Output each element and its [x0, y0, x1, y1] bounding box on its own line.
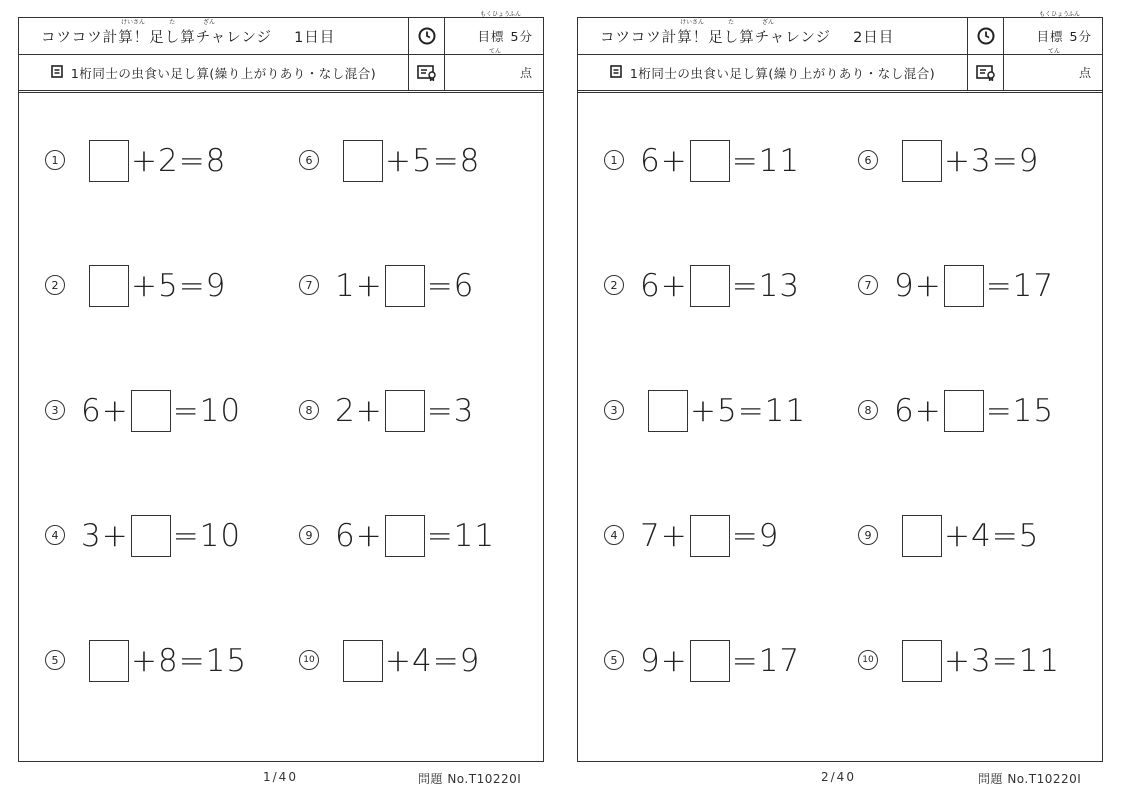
- score-unit: 点: [519, 66, 533, 80]
- problem-number: 7: [299, 275, 319, 295]
- equation: [900, 638, 1060, 684]
- equation: [640, 513, 779, 559]
- equation-rest: =17: [985, 268, 1055, 304]
- equation-rest: +3=9: [944, 143, 1040, 179]
- answer-box[interactable]: [343, 140, 383, 182]
- equation-rest: =6: [426, 268, 475, 304]
- equation: [894, 388, 1054, 434]
- equation: [640, 138, 800, 184]
- equation-left: 6+: [640, 268, 688, 304]
- problem-number: 1: [604, 150, 624, 170]
- problem-number: 4: [604, 525, 624, 545]
- equation: [646, 388, 806, 434]
- equation-rest: +5=11: [690, 393, 807, 429]
- worksheet-day-2: [577, 11, 1103, 762]
- goal-label: 目標: [1036, 29, 1064, 44]
- subtitle-text: 1桁同士の虫食い足し算(繰り上がりあり・なし混合): [70, 65, 377, 81]
- problem-number: 5: [604, 650, 624, 670]
- answer-box[interactable]: [385, 515, 425, 557]
- problem-number: 9: [299, 525, 319, 545]
- title-text: コツコツ計算！足し算チャレンジ: [41, 29, 273, 46]
- subtitle-text: 1桁同士の虫食い足し算(繰り上がりあり・なし混合): [629, 65, 936, 81]
- problem-number: 10: [858, 650, 878, 670]
- document-icon: [610, 65, 622, 81]
- page-number: 2/40: [821, 770, 856, 784]
- goal-time-furigana: ふん: [1067, 11, 1081, 18]
- equation-left: 6+: [335, 518, 383, 554]
- equation-rest: =15: [985, 393, 1055, 429]
- equation-rest: =11: [731, 143, 801, 179]
- worksheet-subtitle: [578, 55, 968, 90]
- equation: [900, 138, 1039, 184]
- equation-left: 2+: [335, 393, 383, 429]
- answer-box[interactable]: [690, 265, 730, 307]
- problem-number: 2: [45, 275, 65, 295]
- furigana-ta: た: [727, 18, 735, 26]
- equation-rest: +8=15: [131, 643, 248, 679]
- equation: [894, 263, 1054, 309]
- answer-box[interactable]: [89, 265, 129, 307]
- goal-furigana: もくひょう: [1038, 11, 1070, 18]
- answer-box[interactable]: [902, 515, 942, 557]
- equation: [900, 513, 1039, 559]
- problem-number: 8: [299, 400, 319, 420]
- score-field[interactable]: [445, 48, 545, 90]
- equation-rest: =13: [731, 268, 801, 304]
- answer-box[interactable]: [89, 140, 129, 182]
- worksheet-header: [19, 11, 543, 93]
- problem-number: 2: [604, 275, 624, 295]
- worksheet-subtitle: [19, 55, 409, 90]
- worksheet-title: [19, 18, 409, 54]
- furigana-ta: た: [168, 18, 176, 26]
- equation-rest: =9: [731, 518, 780, 554]
- title-ruby: [41, 18, 273, 47]
- answer-box[interactable]: [385, 390, 425, 432]
- equation: [81, 388, 241, 434]
- problem-number: 3: [45, 400, 65, 420]
- worksheet-header: [578, 11, 1102, 93]
- equation: [341, 138, 480, 184]
- problem-code: 問題 No.T10220I: [978, 772, 1082, 786]
- score-unit: 点: [1078, 66, 1092, 80]
- equation-rest: =10: [172, 518, 242, 554]
- equation: [640, 638, 800, 684]
- problem-number: 6: [299, 150, 319, 170]
- furigana-zan: ざん: [761, 18, 775, 26]
- problem-code: 問題 No.T10220I: [418, 772, 522, 786]
- problem-number: 3: [604, 400, 624, 420]
- furigana-keisan: けいさん: [679, 18, 705, 26]
- equation-left: 6+: [894, 393, 942, 429]
- equation-left: 3+: [81, 518, 129, 554]
- worksheet-day-1: [18, 11, 544, 762]
- certificate-icon: [968, 55, 1004, 90]
- equation: [341, 638, 480, 684]
- problem-number: 9: [858, 525, 878, 545]
- title-ruby: [600, 18, 832, 47]
- furigana-zan: ざん: [202, 18, 216, 26]
- problem-number: 1: [45, 150, 65, 170]
- problem-number: 6: [858, 150, 878, 170]
- goal-label: 目標: [477, 29, 505, 44]
- goal-time-value: 5分: [510, 29, 533, 44]
- day-label: 1日目: [294, 29, 336, 46]
- equation: [640, 263, 800, 309]
- equation-rest: =17: [731, 643, 801, 679]
- equation-rest: +4=9: [385, 643, 481, 679]
- goal-time-value: 5分: [1069, 29, 1092, 44]
- equation-rest: +2=8: [131, 143, 227, 179]
- answer-box[interactable]: [385, 265, 425, 307]
- equation-left: 9+: [894, 268, 942, 304]
- document-icon: [51, 65, 63, 81]
- equation: [87, 638, 247, 684]
- answer-box[interactable]: [902, 140, 942, 182]
- certificate-icon: [409, 55, 445, 90]
- answer-box[interactable]: [690, 140, 730, 182]
- equation-left: 9+: [640, 643, 688, 679]
- score-furigana: てん: [1047, 48, 1061, 55]
- problem-number: 7: [858, 275, 878, 295]
- page-number: 1/40: [263, 770, 298, 784]
- problem-number: 4: [45, 525, 65, 545]
- equation: [87, 263, 226, 309]
- score-field[interactable]: [1004, 48, 1104, 90]
- problem-number: 5: [45, 650, 65, 670]
- equation: [335, 513, 495, 559]
- clock-icon: [409, 18, 445, 54]
- equation-left: 1+: [335, 268, 383, 304]
- equation: [81, 513, 241, 559]
- equation-rest: +4=5: [944, 518, 1040, 554]
- equation-left: 7+: [640, 518, 688, 554]
- equation-left: 6+: [640, 143, 688, 179]
- equation: [335, 263, 474, 309]
- equation-rest: =11: [426, 518, 496, 554]
- equation-rest: =10: [172, 393, 242, 429]
- answer-box[interactable]: [648, 390, 688, 432]
- equation-rest: +3=11: [944, 643, 1061, 679]
- answer-box[interactable]: [131, 390, 171, 432]
- title-text: コツコツ計算！足し算チャレンジ: [600, 29, 832, 46]
- problem-number: 10: [299, 650, 319, 670]
- problem-number: 8: [858, 400, 878, 420]
- equation-rest: =3: [426, 393, 475, 429]
- equation: [87, 138, 226, 184]
- furigana-keisan: けいさん: [120, 18, 146, 26]
- answer-box[interactable]: [343, 640, 383, 682]
- equation-rest: +5=9: [131, 268, 227, 304]
- equation-left: 6+: [81, 393, 129, 429]
- score-furigana: てん: [488, 48, 502, 55]
- worksheet-title: [578, 18, 968, 54]
- goal-furigana: もくひょう: [479, 11, 511, 18]
- day-label: 2日目: [853, 29, 895, 46]
- answer-box[interactable]: [944, 265, 984, 307]
- answer-box[interactable]: [89, 640, 129, 682]
- answer-box[interactable]: [131, 515, 171, 557]
- answer-box[interactable]: [690, 640, 730, 682]
- equation: [335, 388, 474, 434]
- answer-box[interactable]: [944, 390, 984, 432]
- clock-icon: [968, 18, 1004, 54]
- answer-box[interactable]: [902, 640, 942, 682]
- equation-rest: +5=8: [385, 143, 481, 179]
- answer-box[interactable]: [690, 515, 730, 557]
- goal-time-furigana: ふん: [508, 11, 522, 18]
